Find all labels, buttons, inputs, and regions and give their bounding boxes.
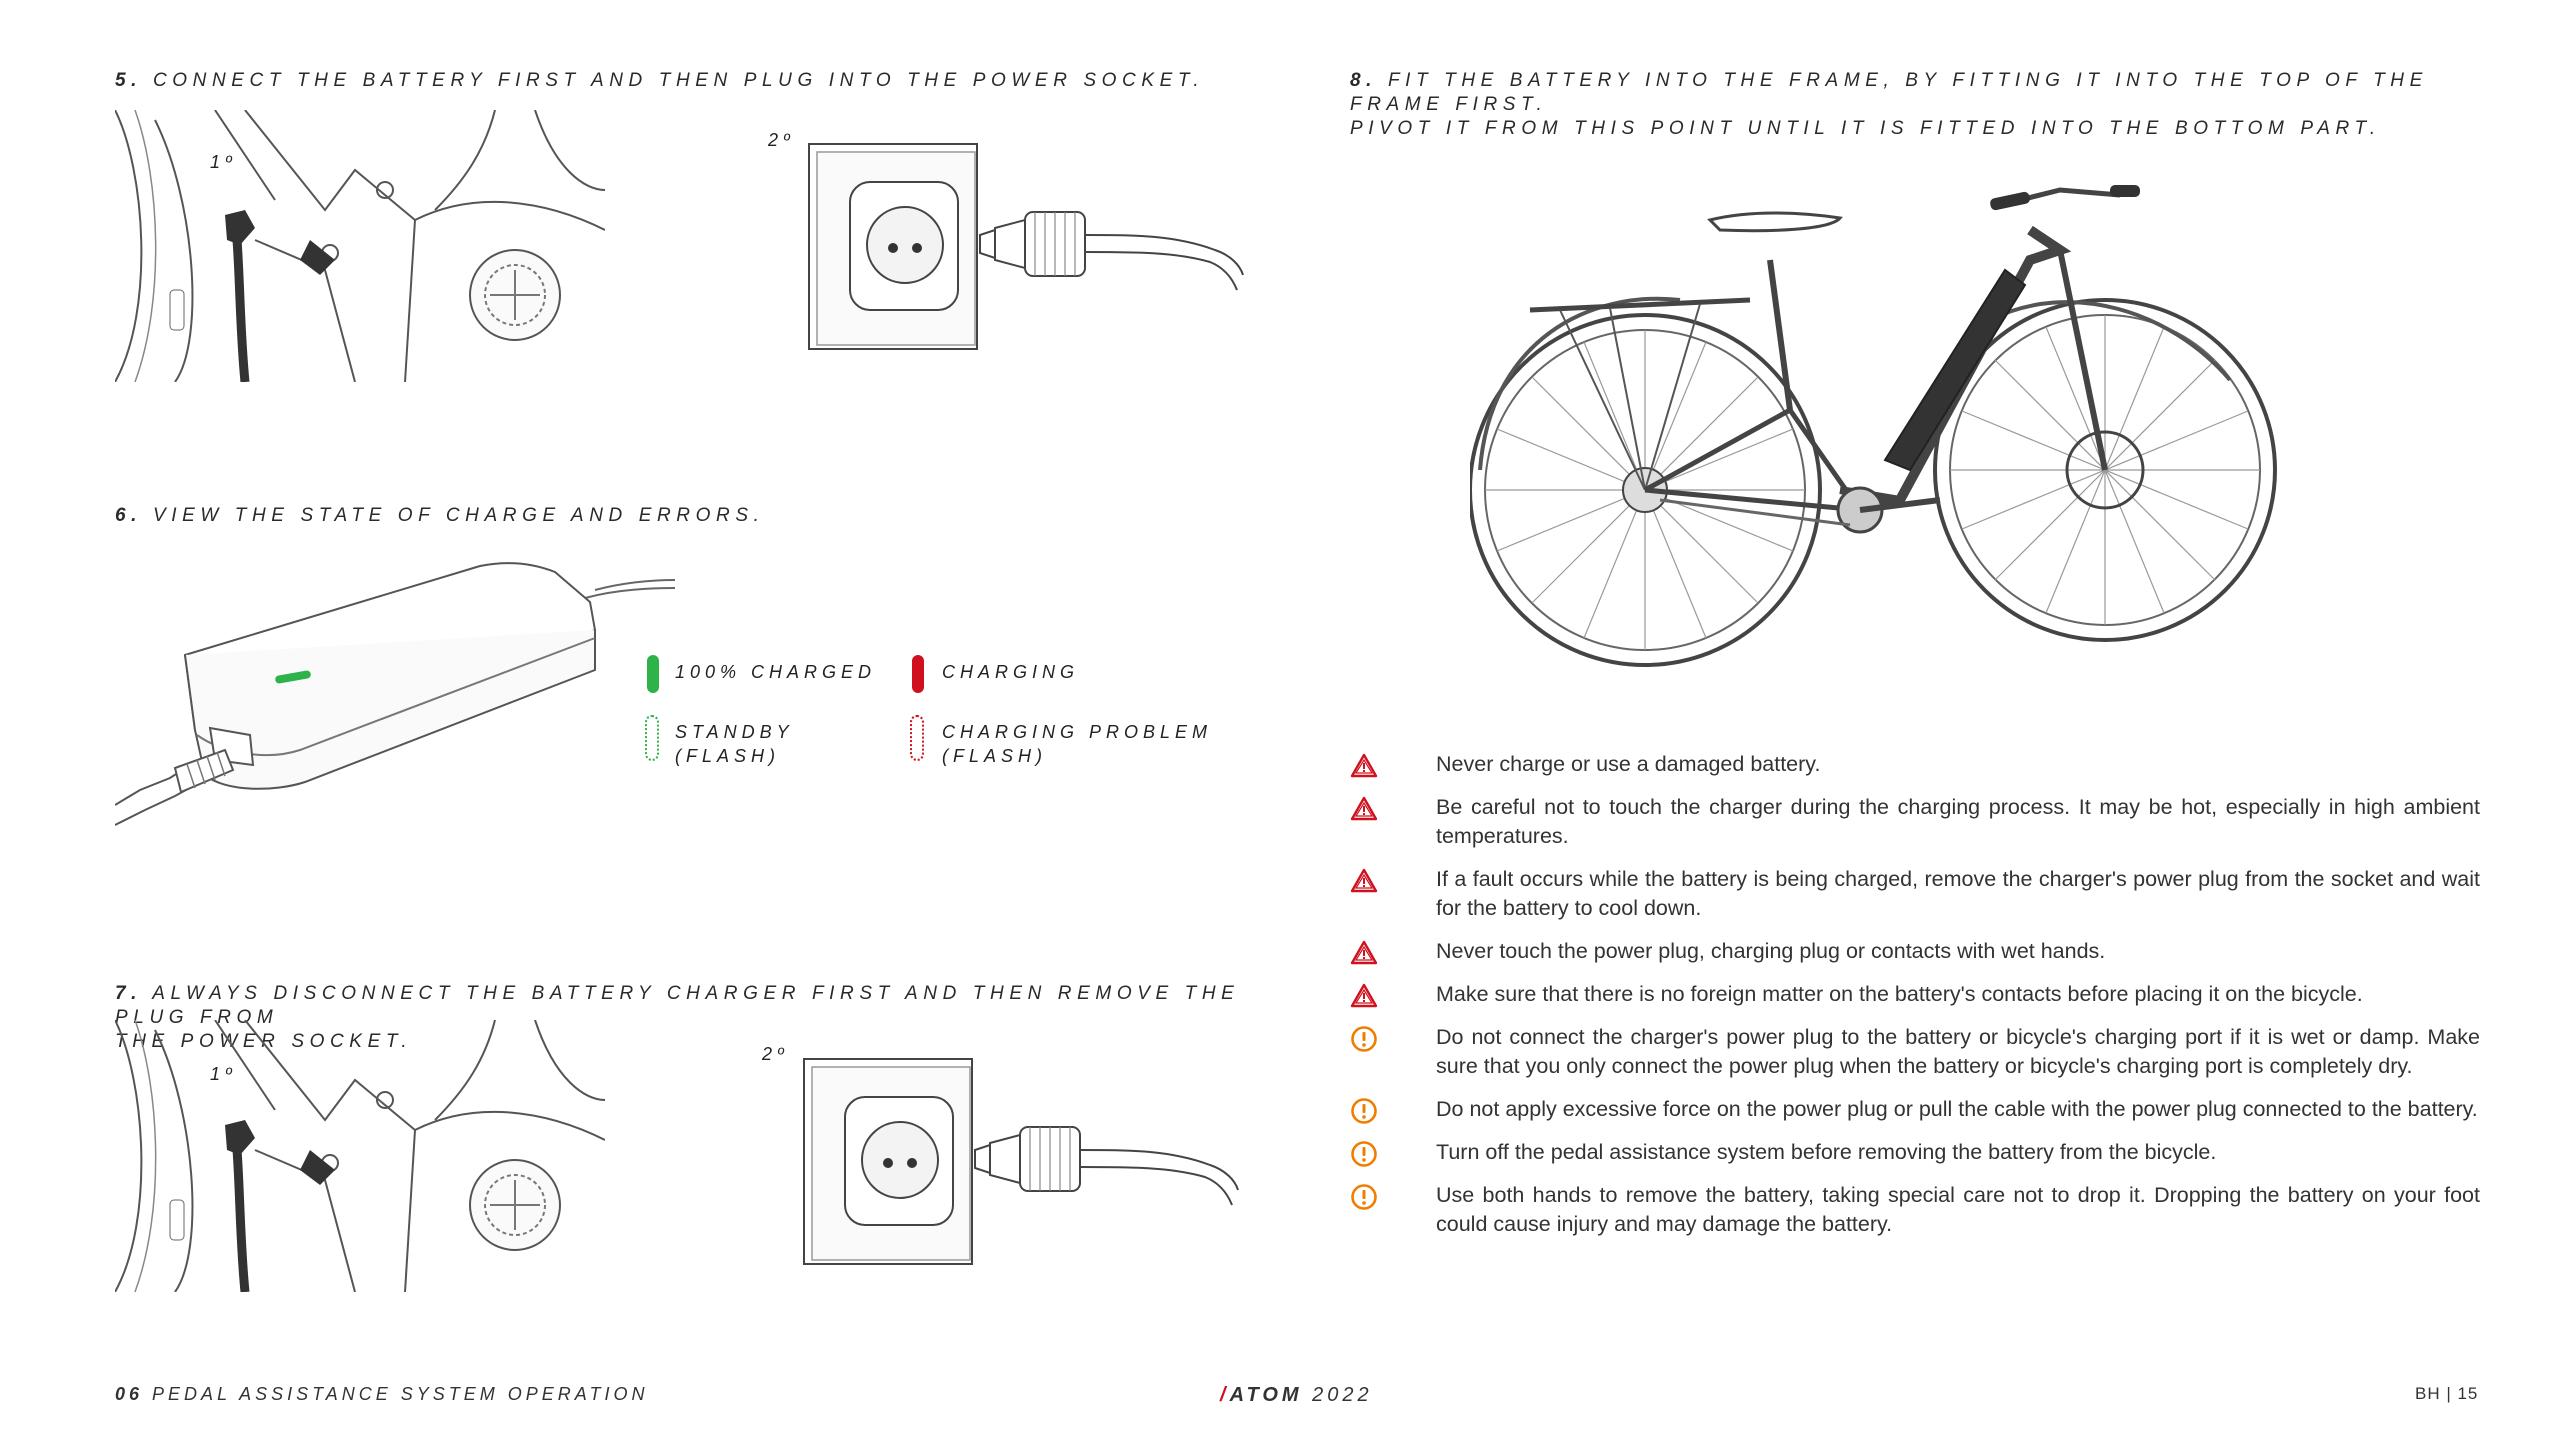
warning-text: Use both hands to remove the battery, taking special care not to drop it. Dropping the battery on your foot could cause injury and may damage the battery. (1436, 1183, 2480, 1236)
led-green-solid (647, 655, 659, 693)
charger-drawing (115, 560, 675, 845)
footer-section (115, 1384, 648, 1405)
warning-item (1350, 937, 2480, 966)
bicycle-illustration (1470, 170, 2280, 670)
footer-brand (1220, 1384, 1373, 1407)
led-red-flash (910, 715, 924, 761)
step-5-heading (115, 45, 1204, 93)
caution-circle-icon (1350, 1140, 1378, 1168)
order-label-second-5: 2º (768, 130, 795, 150)
step-7-number: 7. (115, 983, 143, 1004)
step-7-text: ALWAYS DISCONNECT THE BATTERY CHARGER FIRST AND THEN REMOVE THE PLUG FROM THE POWER SOCKET. (115, 983, 1240, 1052)
warning-text: Do not apply excessive force on the power plug or pull the cable with the power plug connected to the battery. (1436, 1097, 2478, 1121)
warning-item (1350, 1095, 2480, 1124)
step-8-number: 8. (1350, 70, 1378, 91)
wall-socket-drawing-2 (800, 1055, 1240, 1270)
safety-warnings-list (1350, 750, 2480, 1253)
warning-item (1350, 750, 2480, 779)
footer-year: 2022 (1312, 1384, 1373, 1406)
step-5-text: CONNECT THE BATTERY FIRST AND THEN PLUG INTO THE POWER SOCKET. (152, 70, 1205, 91)
charger-illustration (115, 560, 675, 845)
bicycle-drawing (1470, 170, 2280, 670)
step-8-heading (1350, 45, 2500, 141)
warning-text: Do not connect the charger's power plug to the battery or bicycle's charging port if it is wet or damp. Make sure that you only connect the power plug when the battery or bicycle's charging port is completely dry. (1436, 1025, 2480, 1078)
step-6-heading (115, 480, 765, 528)
order-label-second-7: 2º (762, 1044, 789, 1064)
led-red-solid (912, 655, 924, 693)
warning-item (1350, 793, 2480, 851)
warning-text: Turn off the pedal assistance system before removing the battery from the bicycle. (1436, 1140, 2217, 1164)
wall-socket-drawing (805, 140, 1245, 355)
warning-triangle-icon (1350, 752, 1378, 780)
warning-item (1350, 1138, 2480, 1167)
step-5-number: 5. (115, 70, 143, 91)
footer-model: ATOM (1229, 1384, 1303, 1406)
warning-item (1350, 1181, 2480, 1239)
warning-text: Make sure that there is no foreign matter on the battery's contacts before placing it on the bicycle. (1436, 982, 2363, 1006)
order-label-first-5: 1º (210, 152, 237, 172)
warning-triangle-icon (1350, 795, 1378, 823)
state-label-standby: STANDBY (FLASH) (675, 722, 794, 766)
battery-port-drawing (115, 110, 605, 382)
wall-socket-illustration-2 (800, 1055, 1240, 1270)
caution-circle-icon (1350, 1025, 1378, 1053)
step-8-text: FIT THE BATTERY INTO THE FRAME, BY FITTING IT INTO THE TOP OF THE FRAME FIRST. PIVOT IT FROM THIS POINT UNTIL IT IS FITTED INTO THE BOTTOM PART. (1350, 70, 2428, 139)
state-label-charging: CHARGING (942, 662, 1080, 682)
footer-page-number: BH | 15 (2415, 1384, 2479, 1403)
caution-circle-icon (1350, 1183, 1378, 1211)
footer-section-number: 06 (115, 1384, 144, 1404)
step-6-text: VIEW THE STATE OF CHARGE AND ERRORS. (152, 505, 765, 526)
battery-port-illustration-2 (115, 1020, 605, 1292)
brand-slash-logo: / (1220, 1384, 1230, 1406)
battery-port-illustration-1 (115, 110, 605, 382)
caution-circle-icon (1350, 1097, 1378, 1125)
warning-triangle-icon (1350, 982, 1378, 1010)
warning-triangle-icon (1350, 939, 1378, 967)
warning-text: Be careful not to touch the charger during the charging process. It may be hot, especially in high ambient temperatures. (1436, 795, 2480, 848)
order-label-first-7: 1º (210, 1064, 237, 1084)
warning-text: Never touch the power plug, charging plug or contacts with wet hands. (1436, 939, 2106, 963)
footer-section-title: PEDAL ASSISTANCE SYSTEM OPERATION (152, 1384, 649, 1404)
battery-port-drawing-2 (115, 1020, 605, 1292)
wall-socket-illustration-1 (805, 140, 1245, 355)
warning-item (1350, 980, 2480, 1009)
led-green-flash (645, 715, 659, 761)
warning-item (1350, 865, 2480, 923)
warning-text: If a fault occurs while the battery is being charged, remove the charger's power plug from the socket and wait for the battery to cool down. (1436, 867, 2480, 920)
step-6-number: 6. (115, 505, 143, 526)
state-label-charging-problem: CHARGING PROBLEM (FLASH) (942, 722, 1213, 766)
warning-triangle-icon (1350, 867, 1378, 895)
state-label-100-charged: 100% CHARGED (675, 662, 877, 682)
warning-item (1350, 1023, 2480, 1081)
warning-text: Never charge or use a damaged battery. (1436, 752, 1821, 776)
